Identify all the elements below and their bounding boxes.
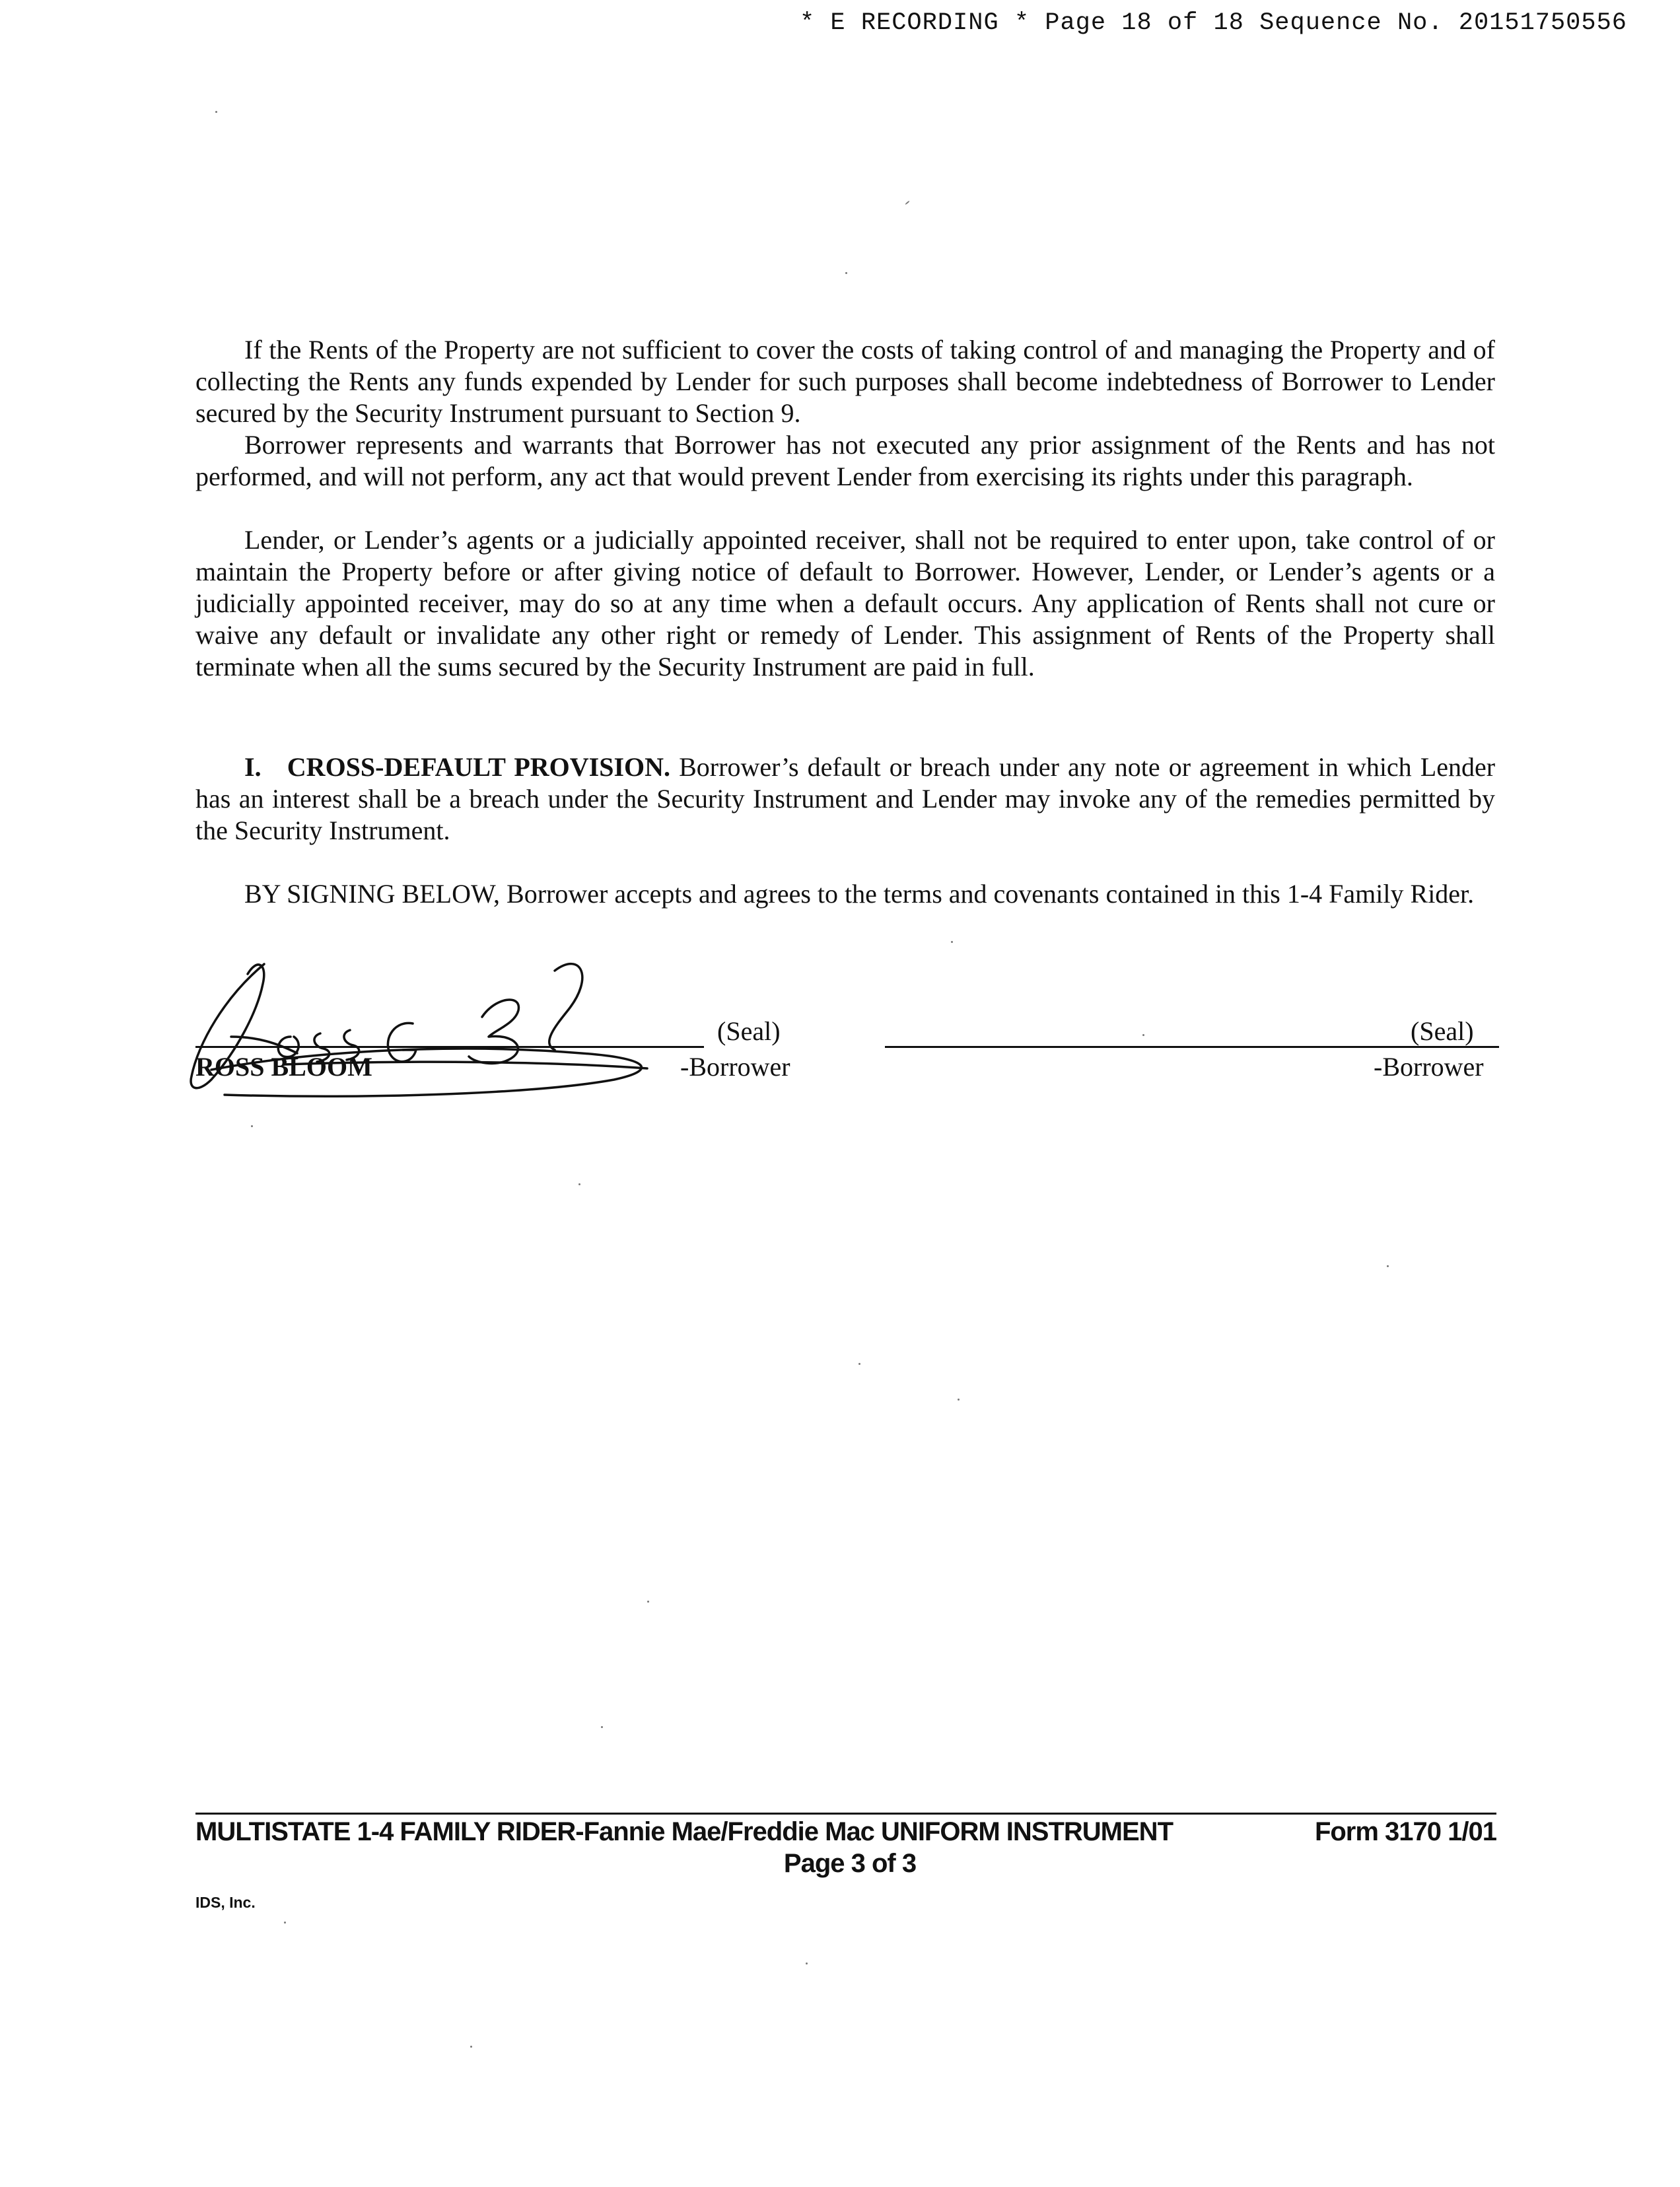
scan-speck <box>958 1399 960 1401</box>
recording-header: * E RECORDING * Page 18 of 18 Sequence No. 20151750556 <box>800 9 1627 37</box>
signature-line-right <box>885 1046 1499 1048</box>
scan-speck <box>845 272 847 274</box>
scan-speck <box>647 1601 649 1603</box>
scan-speck <box>1142 1034 1144 1036</box>
scan-speck <box>905 201 909 205</box>
paragraph-signing-text: BY SIGNING BELOW, Borrower accepts and agrees to the terms and covenants contained in this 1-4 Family Rider. <box>244 879 1475 909</box>
scan-speck <box>251 1125 253 1127</box>
paragraph-lender-agents-text: Lender, or Lender’s agents or a judicially appointed receiver, shall not be required to enter upon, take control of or maintain the Property before or after giving notice of default to Borrower. However, Lender, or Lender’s agents or a judicially appointed receiver, may do so at any time when a default occurs. Any application of Rents shall not cure or waive any default or invalidate any other right or remedy of Lender. This assignment of Rents of the Property shall terminate when all the sums secured by the Security Instrument are paid in full. <box>195 525 1495 681</box>
paragraph-borrower-represents <box>195 429 1495 493</box>
section-heading: CROSS-DEFAULT PROVISION. <box>287 752 671 782</box>
footer-rule <box>195 1813 1496 1815</box>
paragraph-lender-agents <box>195 524 1495 683</box>
footer-title: MULTISTATE 1-4 FAMILY RIDER-Fannie Mae/Freddie Mac UNIFORM INSTRUMENT <box>195 1817 1173 1846</box>
paragraph-rents-insufficient-text: If the Rents of the Property are not sufficient to cover the costs of taking control of and managing the Property and of collecting the Rents any funds expended by Lender for such purposes shall become indebtedness of Borrower to Lender secured by the Security Instrument pursuant to Section 9. <box>195 335 1495 428</box>
paragraph-signing <box>195 878 1495 910</box>
signature-role-right: -Borrower <box>1374 1052 1484 1082</box>
cross-default-provision <box>195 751 1495 847</box>
cross-default-text: Borrower’s default or breach under any note or agreement in which Lender has an interest shall be a breach under the Security Instrument and Lender may invoke any of the remedies permitted by the Security Instrument. <box>195 752 1496 845</box>
scan-speck <box>284 1922 286 1924</box>
paragraph-rents-insufficient <box>195 334 1495 429</box>
paragraph-borrower-represents-text: Borrower represents and warrants that Borrower has not executed any prior assignment of the Rents and has not performed, and will not perform, any act that would prevent Lender from exercising its rights under this paragraph. <box>195 430 1495 491</box>
scan-speck <box>470 2046 472 2048</box>
footer-form-number: Form 3170 1/01 <box>1314 1817 1496 1846</box>
scan-speck <box>858 1363 860 1365</box>
scan-speck <box>951 941 953 943</box>
signature-role-left: -Borrower <box>680 1052 790 1082</box>
scan-speck <box>578 1183 580 1185</box>
footer-company: IDS, Inc. <box>195 1894 256 1911</box>
section-label: I. <box>244 752 262 782</box>
scan-speck <box>601 1726 603 1728</box>
footer-page-number: Page 3 of 3 <box>783 1849 917 1878</box>
handwritten-signature <box>185 938 700 1103</box>
signature-seal-left: (Seal) <box>717 1016 781 1046</box>
scan-speck <box>806 1962 808 1964</box>
scan-speck <box>1387 1265 1389 1267</box>
scan-speck <box>215 111 217 113</box>
signer-name: ROSS BLOOM <box>195 1052 372 1082</box>
signature-seal-right: (Seal) <box>1411 1016 1474 1046</box>
